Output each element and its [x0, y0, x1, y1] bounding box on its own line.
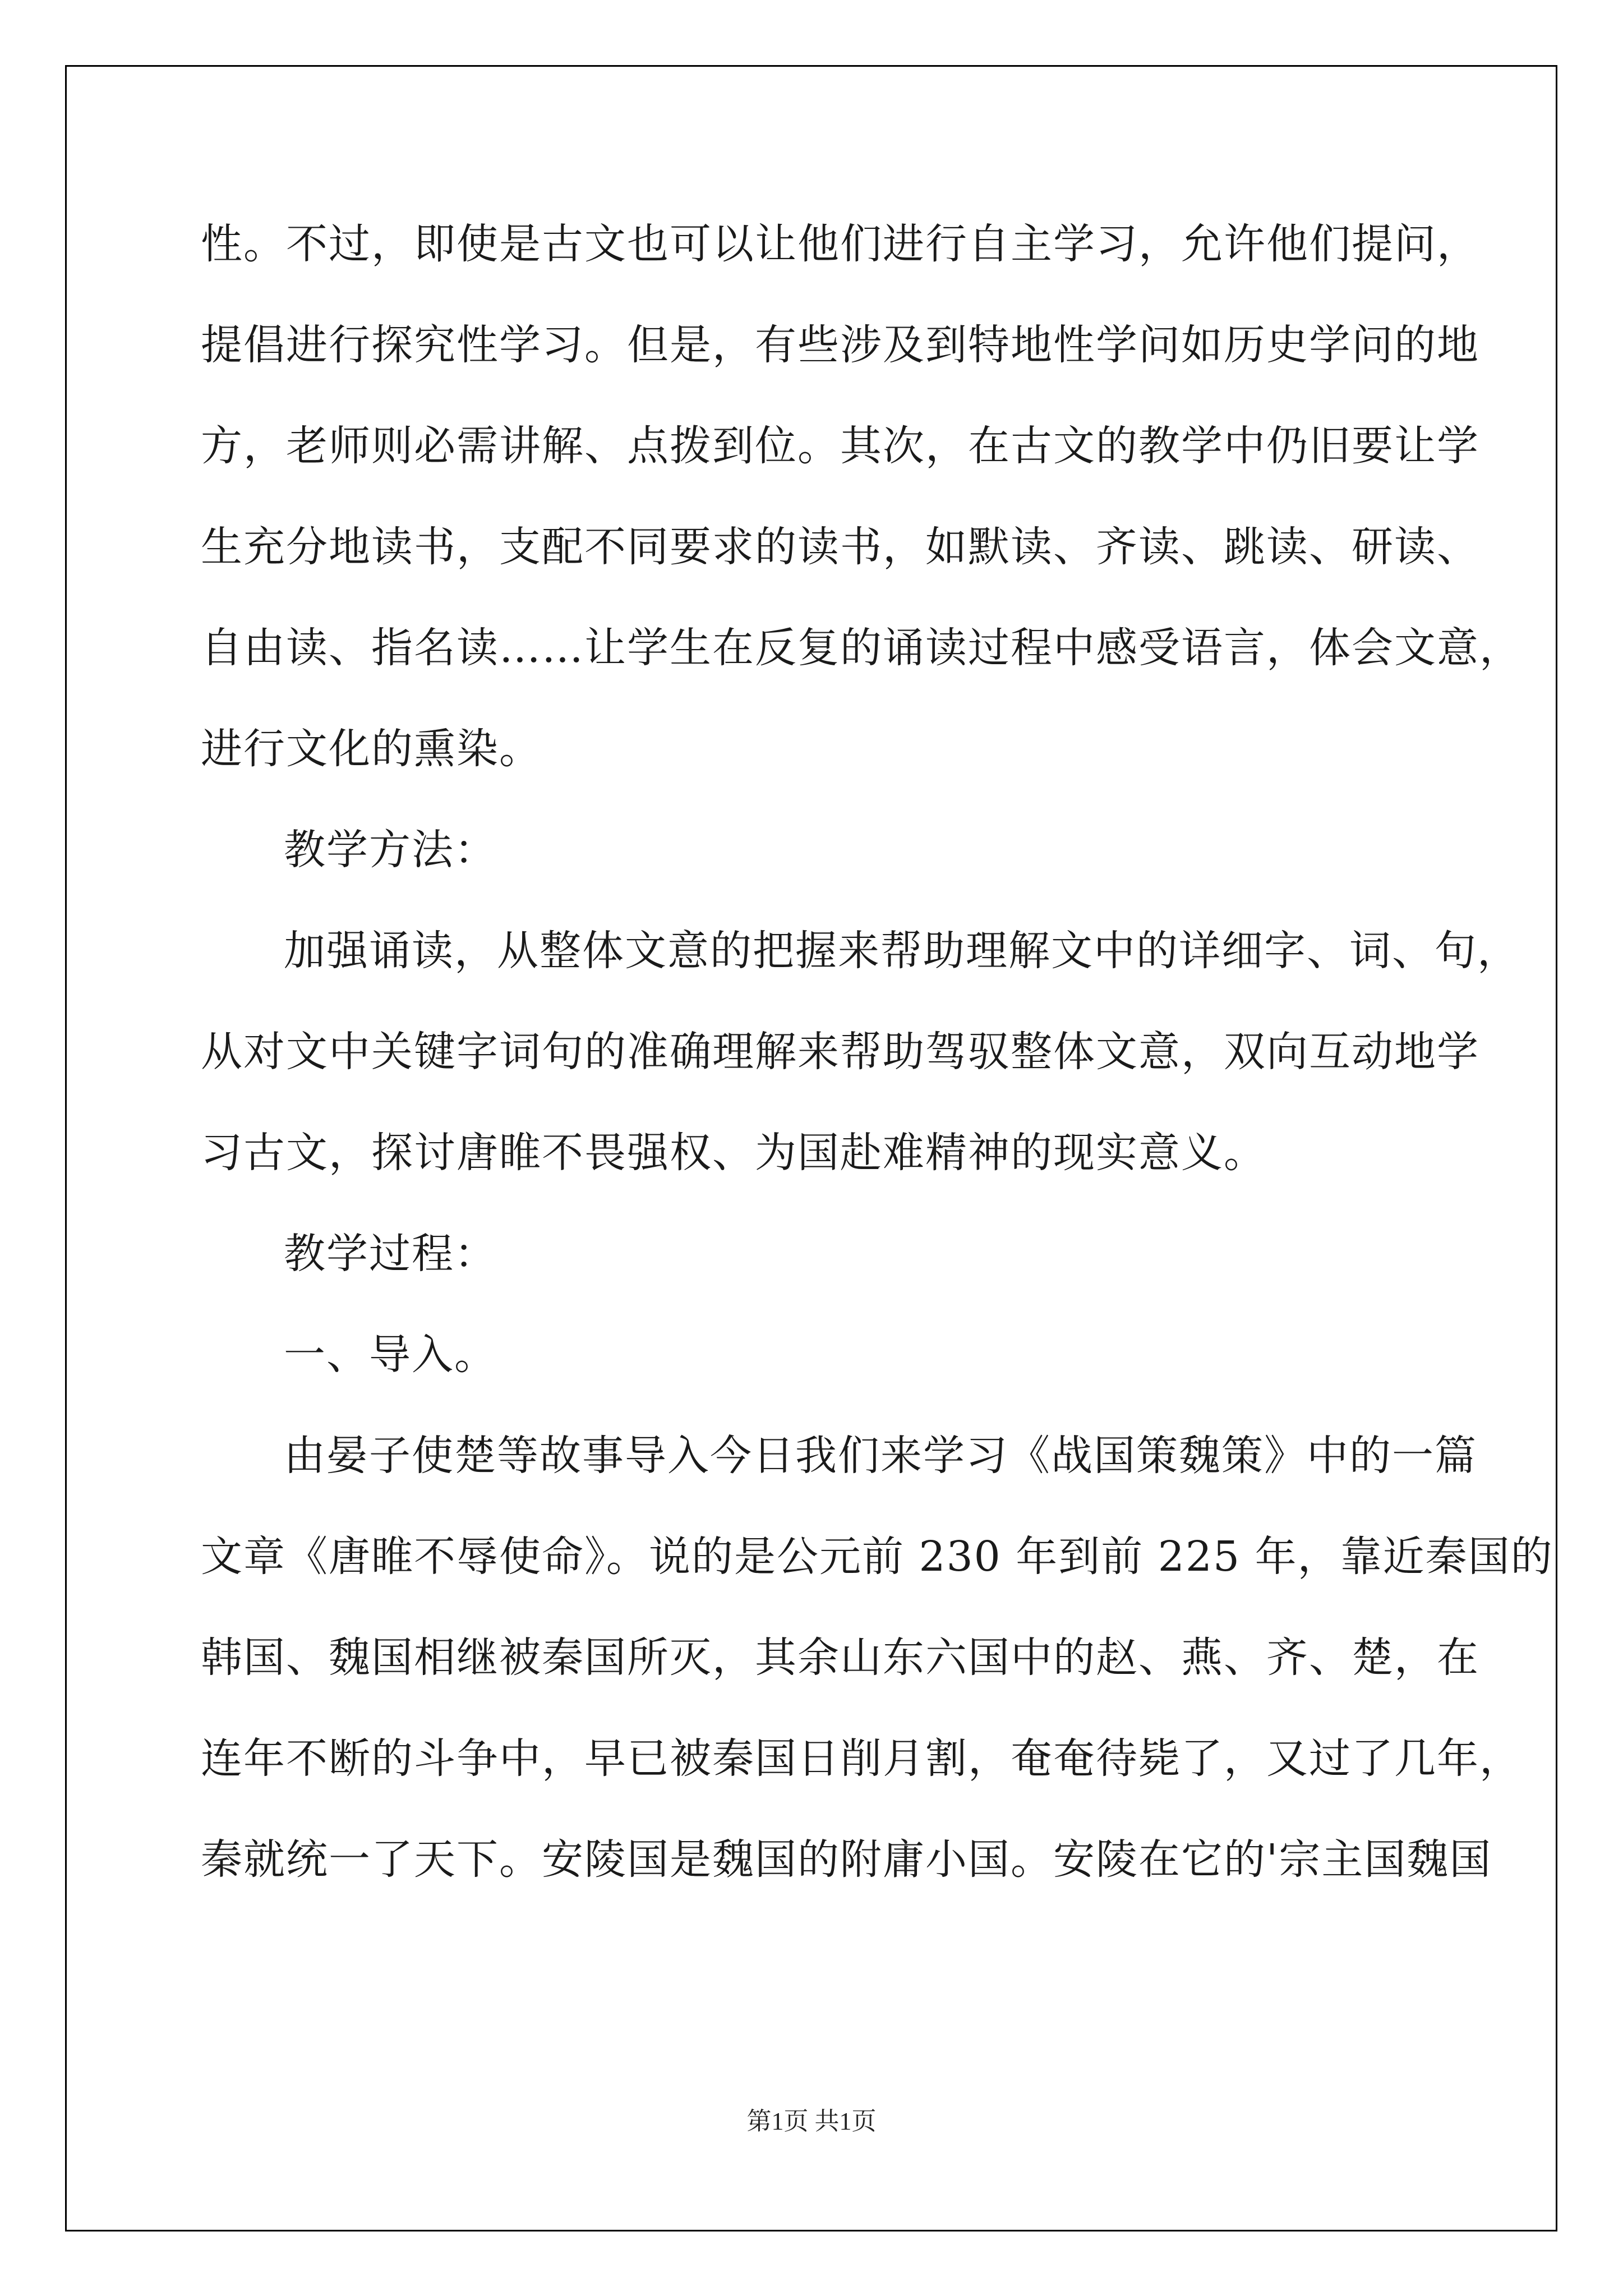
text-line: 韩国、魏国相继被秦国所灭，其余山东六国中的赵、燕、齐、楚，在 — [201, 1634, 1479, 1682]
text-line: 从对文中关键字词句的准确理解来帮助驾驭整体文意，双向互动地学 — [201, 1028, 1479, 1076]
text-line: 秦就统一了天下。安陵国是魏国的附庸小国。安陵在它的'宗主国魏国 — [201, 1835, 1492, 1884]
text-line: 提倡进行探究性学习。但是，有些涉及到特地性学问如历史学问的地 — [201, 321, 1479, 369]
text-line: 连年不断的斗争中，早已被秦国日削月割，奄奄待毙了，又过了几年， — [201, 1734, 1522, 1783]
text-line: 进行文化的熏染。 — [201, 725, 542, 773]
text-line: 自由读、指名读……让学生在反复的诵读过程中感受语言，体会文意， — [201, 624, 1522, 672]
text-line: 生充分地读书，支配不同要求的读书，如默读、齐读、跳读、研读、 — [201, 523, 1479, 571]
section-heading: 教学方法： — [284, 826, 497, 874]
text-line: 由晏子使楚等故事导入今日我们来学习《战国策魏策》中的一篇 — [284, 1432, 1477, 1480]
section-heading: 一、导入。 — [284, 1331, 497, 1379]
text-line: 方，老师则必需讲解、点拨到位。其次，在古文的教学中仍旧要让学 — [201, 422, 1479, 470]
text-line: 文章《唐睢不辱使命》。说的是公元前 230 年到前 225 年，靠近秦国的 — [201, 1533, 1553, 1581]
text-line: 习古文，探讨唐睢不畏强权、为国赴难精神的现实意义。 — [201, 1129, 1266, 1177]
section-heading: 教学过程： — [284, 1230, 497, 1278]
text-line: 性。不过，即使是古文也可以让他们进行自主学习，允许他们提问， — [201, 220, 1479, 268]
page-footer: 第1页 共1页 — [746, 2108, 877, 2135]
text-line: 加强诵读，从整体文意的把握来帮助理解文中的详细字、词、句， — [284, 927, 1520, 975]
